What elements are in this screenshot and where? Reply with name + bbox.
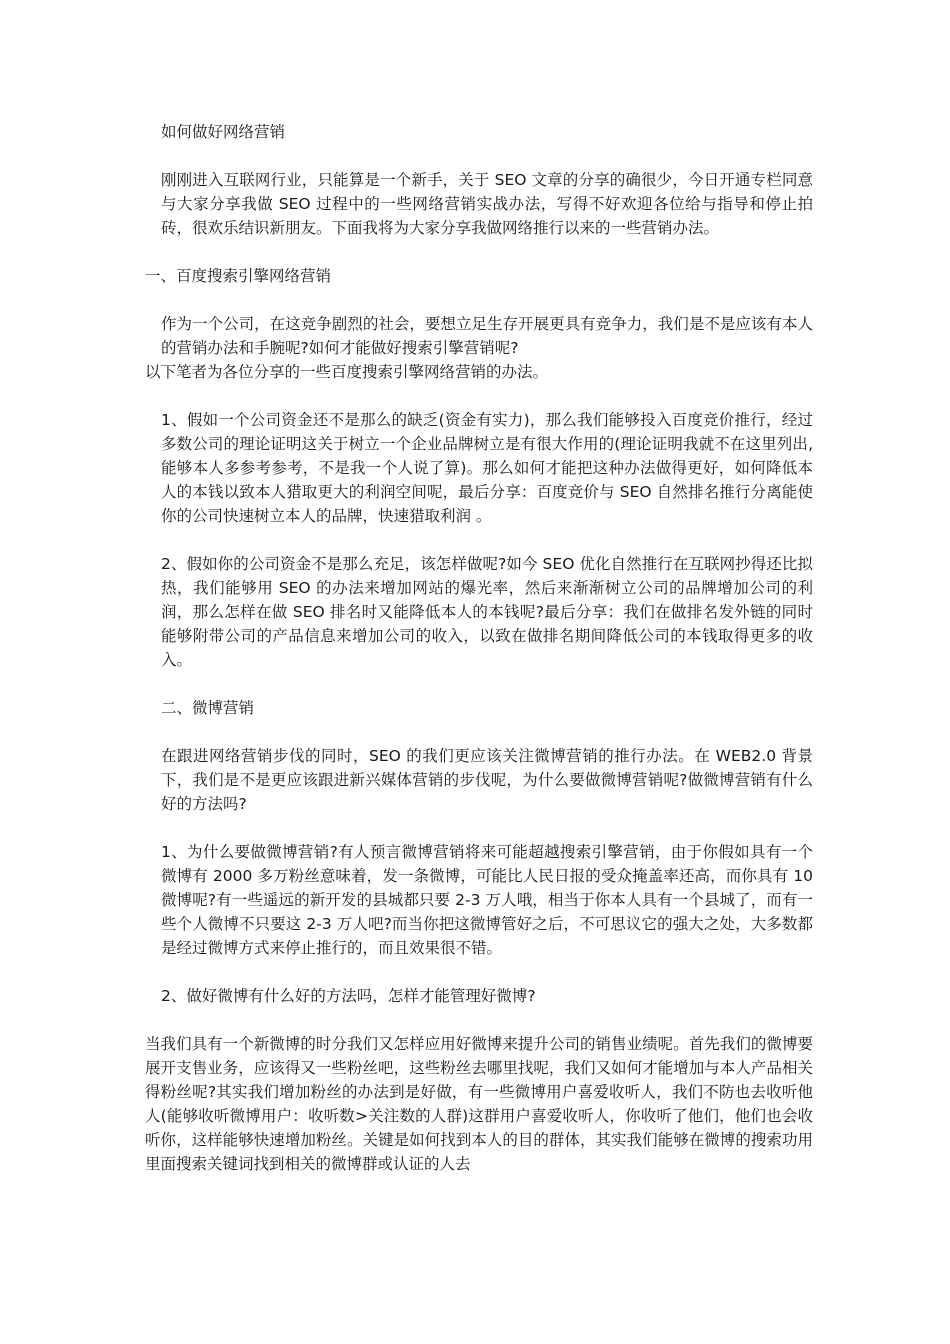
section1-intro2: 以下笔者为各位分享的一些百度搜索引擎网络营销的办法。 bbox=[145, 363, 549, 381]
document-body bbox=[145, 120, 813, 1176]
intro-paragraph: 刚刚进入互联网行业，只能算是一个新手，关于 SEO 文章的分享的确很少，今日开通专栏同意与大家分享我做 SEO 过程中的一些网络营销实战办法，写得不好欢迎各位给与指导和停止拍砖，很欢乐结识新朋友。下面我将为大家分享我做网络推行以来的一些营销办法。 bbox=[161, 171, 813, 237]
section1-point1: 1、假如一个公司资金还不是那么的缺乏(资金有实力)，那么我们能够投入百度竞价推行，经过多数公司的理论证明这关于树立一个企业品牌树立是有很大作用的(理论证明我就不在这里列出,能够本人多参考参考，不是我一个人说了算)。那么如何才能把这种办法做得更好，如何降低本人的本钱以致本人猎取更大的利润空间呢，最后分享：百度竞价与 SEO 自然排名推行分离能使你的公司快速树立本人的品牌，快速猎取利润 。 bbox=[161, 411, 813, 525]
section2-point2: 2、做好微博有什么好的方法吗，怎样才能管理好微博? bbox=[161, 987, 536, 1005]
section2-paragraph: 当我们具有一个新微博的时分我们又怎样应用好微博来提升公司的销售业绩呢。首先我们的微博要展开支售业务，应该得又一些粉丝吧，这些粉丝去哪里找呢，我们又如何才能增加与本人产品相关得粉丝呢?其实我们增加粉丝的办法到是好做，有一些微博用户喜爱收听人，我们不防也去收听他人(能够收听微博用户：收听数>关注数的人群)这群用户喜爱收听人，你收听了他们，他们也会收听你，这样能够快速增加粉丝。关键是如何找到本人的目的群体，其实我们能够在微博的搜索功用里面搜索关键词找到相关的微博群或认证的人去 bbox=[145, 1035, 813, 1173]
document-title: 如何做好网络营销 bbox=[161, 123, 286, 141]
section2-heading: 二、微博营销 bbox=[161, 699, 255, 717]
section1-intro: 作为一个公司，在这竞争剧烈的社会，要想立足生存开展更具有竞争力，我们是不是应该有本人的营销办法和手腕呢?如何才能做好搜索引擎营销呢? bbox=[161, 315, 813, 357]
section2-point1: 1、为什么要做微博营销?有人预言微博营销将来可能超越搜索引擎营销，由于你假如具有一个微博有 2000 多万粉丝意味着，发一条微博，可能比人民日报的受众掩盖率还高，而你具有 10 微博呢?有一些遥远的新开发的县城都只要 2-3 万人哦，相当于你本人具有一个县城了，而有一些个人微博不只要这 2-3 万人吧?而当你把这微博管好之后，不可思议它的强大之处，大多数都是经过微博方式来停止推行的，而且效果很不错。 bbox=[161, 843, 813, 957]
section1-point2: 2、假如你的公司资金不是那么充足，该怎样做呢?如今 SEO 优化自然推行在互联网抄得还比拟热，我们能够用 SEO 的办法来增加网站的爆光率，然后来渐渐树立公司的品牌增加公司的利润，那么怎样在做 SEO 排名时又能降低本人的本钱呢?最后分享：我们在做排名发外链的同时能够附带公司的产品信息来增加公司的收入，以致在做排名期间降低公司的本钱取得更多的收入。 bbox=[161, 555, 813, 669]
section2-intro: 在跟进网络营销步伐的同时，SEO 的我们更应该关注微博营销的推行办法。在 WEB2.0 背景下，我们是不是更应该跟进新兴媒体营销的步伐呢，为什么要做微博营销呢?做微博营销有什么好的方法吗? bbox=[161, 747, 813, 813]
section1-heading: 一、百度搜索引擎网络营销 bbox=[145, 267, 332, 285]
